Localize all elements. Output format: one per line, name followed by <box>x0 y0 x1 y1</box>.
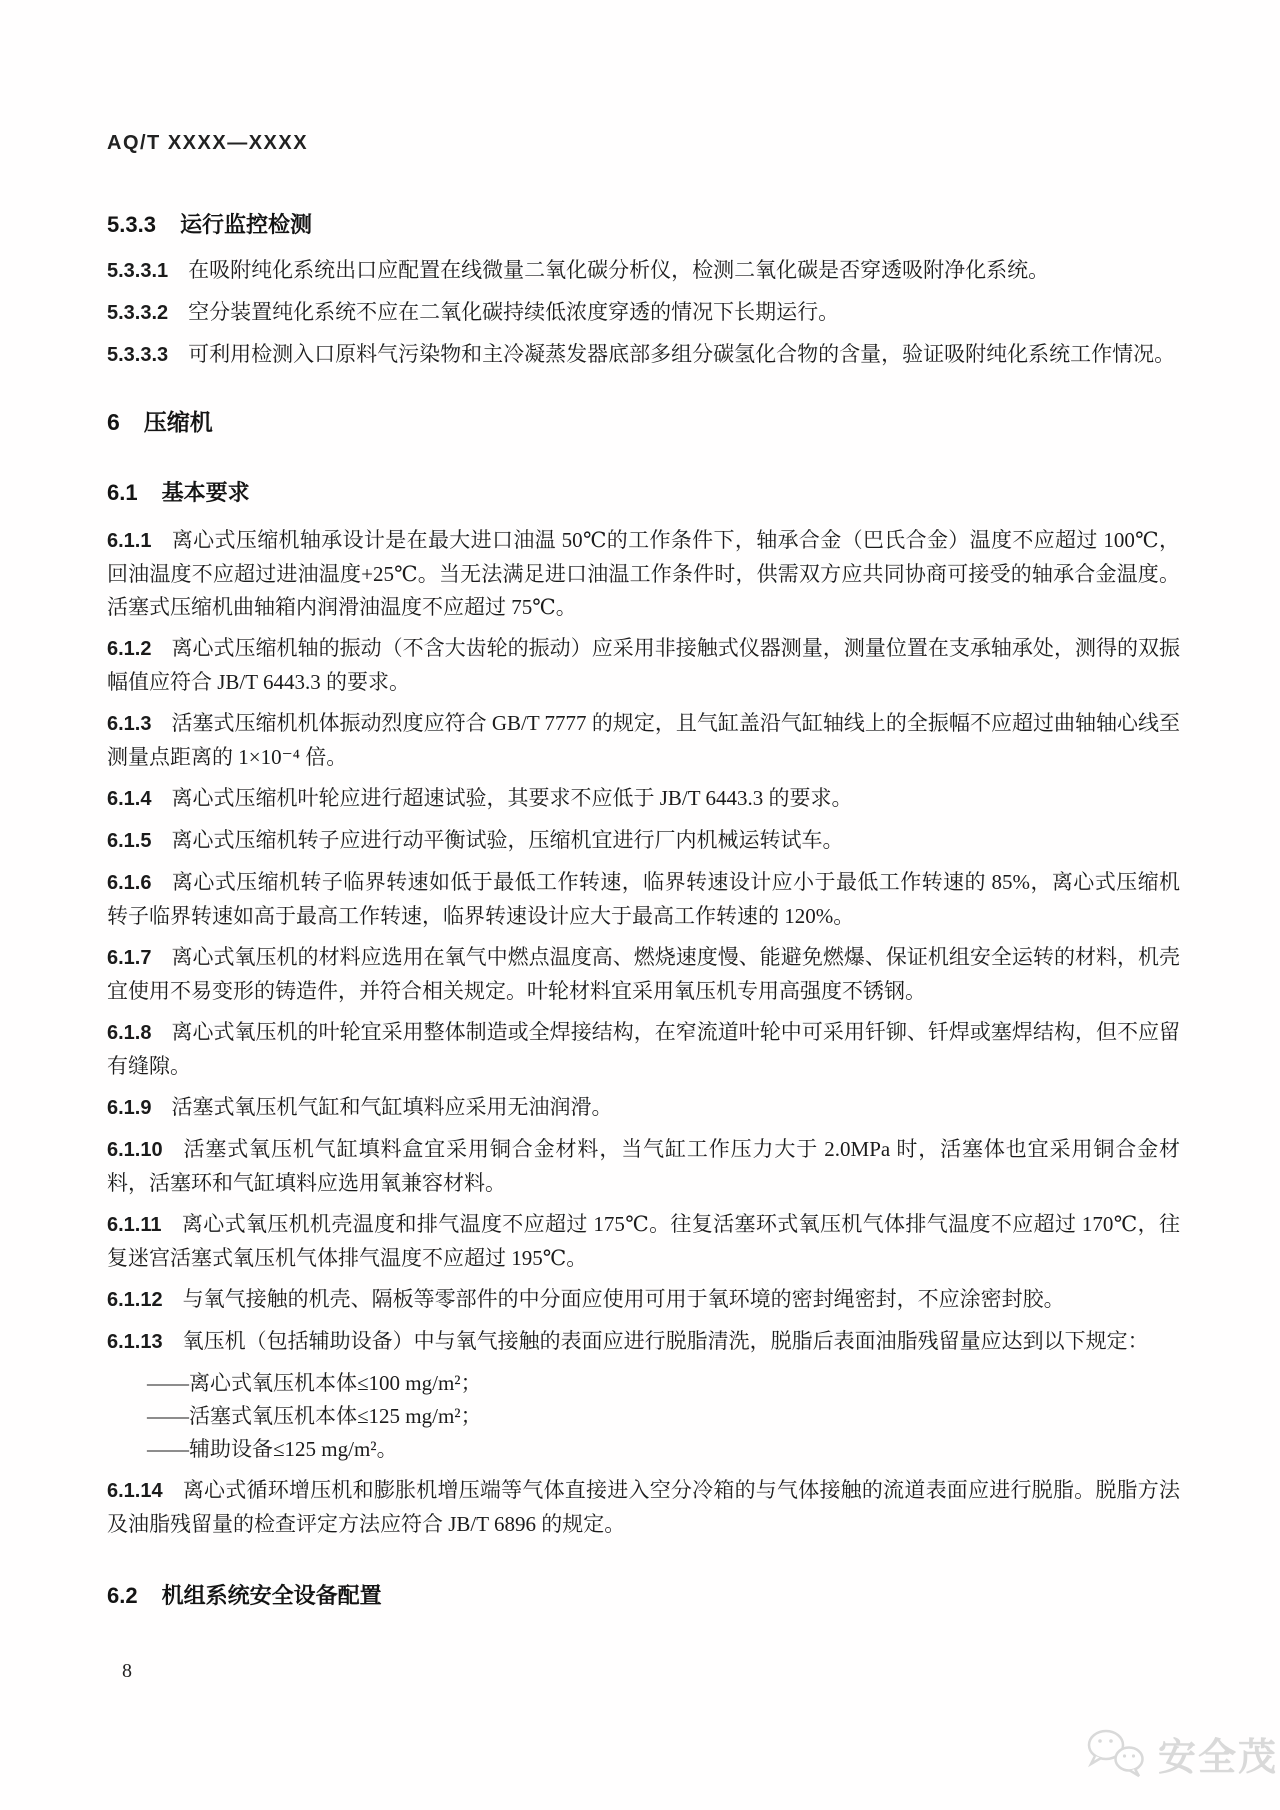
clause-6-1-12 <box>107 1283 1180 1317</box>
clause-text: 空分装置纯化系统不应在二氧化碳持续低浓度穿透的情况下长期运行。 <box>188 300 840 324</box>
clause-6-1-11 <box>107 1208 1180 1275</box>
clause-number: 6.1.7 <box>107 947 152 969</box>
clause-text: 氧压机（包括辅助设备）中与氧气接触的表面应进行脱脂清洗，脱脂后表面油脂残留量应达到以下规定： <box>182 1329 1149 1353</box>
list-item: ——活塞式氧压机本体≤125 mg/m²； <box>147 1404 482 1428</box>
clause-number: 6.1.3 <box>107 713 152 735</box>
clause-number: 5.3.3.3 <box>107 344 169 366</box>
clause-number: 6.1.13 <box>107 1331 163 1353</box>
residue-limit-list <box>107 1367 1180 1466</box>
wechat-bubbles-icon <box>1082 1728 1150 1780</box>
clause-number: 6.1.14 <box>107 1480 163 1502</box>
clause-number: 6.1.10 <box>107 1139 163 1161</box>
heading-number: 6.2 <box>107 1583 138 1608</box>
heading-6 <box>107 406 1180 438</box>
clause-6-1-3 <box>107 707 1180 774</box>
clause-text: 离心式压缩机转子应进行动平衡试验，压缩机宜进行厂内机械运转试车。 <box>171 828 844 852</box>
heading-title: 基本要求 <box>161 480 250 505</box>
clause-6-1-13 <box>107 1325 1180 1359</box>
clause-number: 6.1.2 <box>107 638 152 660</box>
watermark-label: 安全茂 <box>1158 1737 1279 1779</box>
heading-5-3-3 <box>107 210 1180 240</box>
clause-text: 离心式氧压机机壳温度和排气温度不应超过 175℃。往复活塞环式氧压机气体排气温度不应超过 170℃，往复迷宫活塞式氧压机气体排气温度不应超过 195℃。 <box>107 1212 1180 1270</box>
heading-number: 6 <box>107 409 120 435</box>
clause-5-3-3-3 <box>107 338 1180 372</box>
clause-number: 6.1.12 <box>107 1289 163 1311</box>
clause-number: 5.3.3.1 <box>107 260 169 282</box>
clause-number: 6.1.1 <box>107 530 152 552</box>
clause-number: 6.1.5 <box>107 830 152 852</box>
clause-6-1-10 <box>107 1133 1180 1200</box>
clause-text: 活塞式压缩机机体振动烈度应符合 GB/T 7777 的规定，且气缸盖沿气缸轴线上的全振幅不应超过曲轴轴心线至测量点距离的 1×10⁻⁴ 倍。 <box>107 711 1180 769</box>
clause-5-3-3-2 <box>107 296 1180 330</box>
watermark <box>1082 1726 1278 1781</box>
page-number: 8 <box>122 1660 132 1682</box>
clause-text: 在吸附纯化系统出口应配置在线微量二氧化碳分析仪，检测二氧化碳是否穿透吸附净化系统。 <box>188 258 1050 282</box>
heading-number: 6.1 <box>107 480 138 505</box>
clause-text: 离心式压缩机转子临界转速如低于最低工作转速，临界转速设计应小于最低工作转速的 85%，离心式压缩机转子临界转速如高于最高工作转速，临界转速设计应大于最高工作转速的 120%。 <box>107 870 1180 928</box>
clause-text: 与氧气接触的机壳、隔板等零部件的中分面应使用可用于氧环境的密封绳密封，不应涂密封胶。 <box>182 1287 1065 1311</box>
clause-6-1-8 <box>107 1016 1180 1083</box>
clause-5-3-3-1 <box>107 254 1180 288</box>
clause-text: 离心式氧压机的叶轮宜采用整体制造或全焊接结构，在窄流道叶轮中可采用钎铆、钎焊或塞焊结构，但不应留有缝隙。 <box>107 1020 1180 1078</box>
clause-text: 离心式压缩机叶轮应进行超速试验，其要求不应低于 JB/T 6443.3 的要求。 <box>171 786 853 810</box>
clause-6-1-5 <box>107 824 1180 858</box>
clause-number: 6.1.9 <box>107 1097 152 1119</box>
clause-text: 活塞式氧压机气缸和气缸填料应采用无油润滑。 <box>171 1095 613 1119</box>
heading-6-2 <box>107 1581 1180 1611</box>
clause-number: 6.1.8 <box>107 1022 152 1044</box>
clause-number: 5.3.3.2 <box>107 302 169 324</box>
clause-6-1-9 <box>107 1091 1180 1125</box>
clause-text: 离心式压缩机轴的振动（不含大齿轮的振动）应采用非接触式仪器测量，测量位置在支承轴承处，测得的双振幅值应符合 JB/T 6443.3 的要求。 <box>107 636 1180 694</box>
list-item: ——辅助设备≤125 mg/m²。 <box>147 1437 398 1461</box>
clause-6-1-6 <box>107 866 1180 933</box>
clause-text: 离心式压缩机轴承设计是在最大进口油温 50℃的工作条件下，轴承合金（巴氏合金）温度不应超过 100℃，回油温度不应超过进油温度+25℃。当无法满足进口油温工作条件时，供需双方应共同协商可接受的轴承合金温度。活塞式压缩机曲轴箱内润滑油温度不应超过 75℃。 <box>107 528 1180 619</box>
clause-number: 6.1.4 <box>107 788 152 810</box>
running-header: AQ/T XXXX—XXXX <box>107 132 309 154</box>
list-item: ——离心式氧压机本体≤100 mg/m²； <box>147 1371 482 1395</box>
heading-title: 压缩机 <box>143 409 213 435</box>
clause-6-1-7 <box>107 941 1180 1008</box>
clause-number: 6.1.11 <box>107 1214 162 1236</box>
clause-6-1-14 <box>107 1474 1180 1541</box>
heading-number: 5.3.3 <box>107 212 156 237</box>
heading-6-1 <box>107 478 1180 508</box>
heading-title: 机组系统安全设备配置 <box>161 1583 382 1608</box>
clause-number: 6.1.6 <box>107 872 152 894</box>
clause-text: 离心式循环增压机和膨胀机增压端等气体直接进入空分冷箱的与气体接触的流道表面应进行脱脂。脱脂方法及油脂残留量的检查评定方法应符合 JB/T 6896 的规定。 <box>107 1478 1180 1536</box>
heading-title: 运行监控检测 <box>179 212 312 237</box>
clause-6-1-2 <box>107 632 1180 699</box>
clause-6-1-1 <box>107 524 1180 624</box>
clause-text: 活塞式氧压机气缸填料盒宜采用铜合金材料，当气缸工作压力大于 2.0MPa 时，活塞体也宜采用铜合金材料，活塞环和气缸填料应选用氧兼容材料。 <box>107 1137 1180 1195</box>
clause-text: 离心式氧压机的材料应选用在氧气中燃点温度高、燃烧速度慢、能避免燃爆、保证机组安全运转的材料，机壳宜使用不易变形的铸造件，并符合相关规定。叶轮材料宜采用氧压机专用高强度不锈钢。 <box>107 945 1180 1003</box>
clause-6-1-4 <box>107 782 1180 816</box>
clause-text: 可利用检测入口原料气污染物和主冷凝蒸发器底部多组分碳氢化合物的含量，验证吸附纯化系统工作情况。 <box>188 342 1176 366</box>
